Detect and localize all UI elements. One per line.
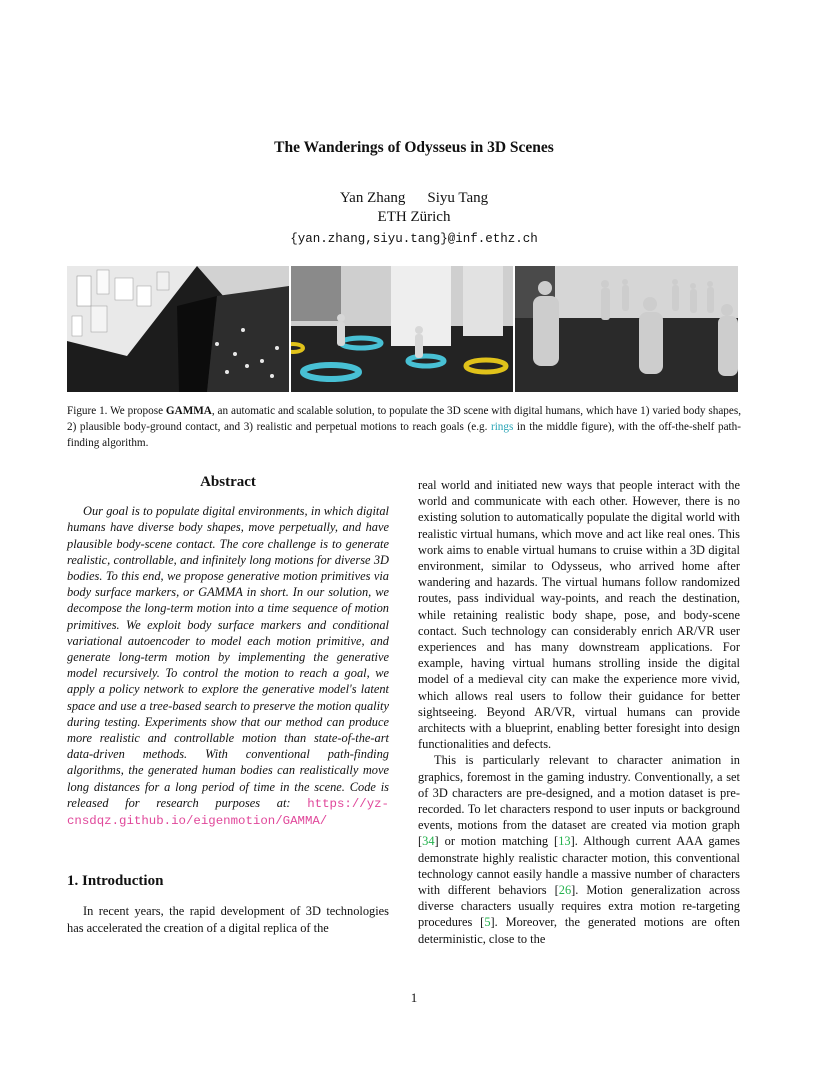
figure-caption: Figure 1. We propose GAMMA, an automatic and scalable solution, to populate the 3D scene with digital humans, which have 1) varied body shapes, 2) plausible body-ground contact, and 3) realistic and perpetual motions to reach goals (e.g. rings in the middle figure), with the off-the-shelf path-finding algorithm. [67, 405, 741, 449]
right-column [418, 477, 740, 947]
intro-paragraph: This is particularly relevant to character animation in graphics, foremost in the gaming industry. Conventionally, a set of 3D characters are pre-designed, and a motion dataset is pre-recorded. To let characters respond to user inputs or background events, motions from the dataset are created via motion graph [34] or motion matching [13]. Although current AAA games demonstrate highly realistic character motion, this conventional technology cannot easily handle a massive number of characters with different behaviors [26]. Motion generalization across diverse characters usually requires extra motion re-targeting procedures [5]. Moreover, the generated motions are often deterministic, close to the [418, 753, 740, 946]
abstract-text: Our goal is to populate digital environments, in which digital humans have diverse body shapes, move perpetually, and have plausible body-scene contact. The core challenge is to generate realistic, controllable, and infinitely long motions for diverse 3D bodies. To this end, we propose generative motion primitives via body surface markers, or GAMMA in short. In our solution, we decompose the long-term motion into a time sequence of motion primitives. We exploit body surface markers and conditional variational autoencoder to model each motion primitive, and generate long-term motion by implementing the generative model recursively. To control the motion to reach a goal, we apply a policy network to explore the generative model's latent space and use a tree-based search to preserve the motion quality during testing. Experiments show that our method can produce more realistic and controllable motion than state-of-the-art data-driven methods. With conventional path-finding algorithms, the generated human bodies can realistically move long distances for a long period of time in the scene. Code is released for research purposes at: https://yz-cnsdqz.github.io/eigenmotion/GAMMA/ [67, 504, 389, 829]
author-name: Siyu Tang [427, 190, 489, 206]
intro-heading: 1. Introduction [67, 873, 164, 890]
citation-link[interactable]: 13 [558, 834, 571, 849]
author-list [0, 190, 828, 207]
intro-paragraph: In recent years, the rapid development of 3D technologies has accelerated the creation of a digital replica of the [67, 904, 389, 935]
left-column [67, 474, 389, 936]
abstract-heading: Abstract [200, 474, 256, 490]
teaser-panel-crowd [515, 266, 738, 392]
teaser-panel-city [67, 266, 289, 392]
email-address: {yan.zhang,siyu.tang}@inf.ethz.ch [290, 232, 538, 246]
citation-link[interactable]: 34 [422, 834, 435, 849]
teaser-figure [67, 266, 738, 392]
teaser-panel-rings [291, 266, 513, 392]
code-url-link[interactable]: https://yz-cnsdqz.github.io/eigenmotion/GAMMA/ [67, 796, 389, 829]
author-name: Yan Zhang [339, 190, 406, 206]
citation-link[interactable]: 26 [558, 883, 572, 898]
affiliation: ETH Zürich [377, 209, 451, 225]
intro-paragraph-continued: real world and initiated new ways that people interact with the world and communicate with each other. However, there is no existing solution to automatically populate the digital world with realistic virtual humans, which move and act like real ones. This work aims to enable virtual humans to cruise within a 3D digital environment, similar to Odysseus, who arrived home after wandering and hazards. The virtual humans follow randomized routes, pass individual way-points, and reach the destination, while retaining realistic body shape, pose, and body-scene contact. Such technology can considerably enrich AR/VR user experiences and has many downstream applications. For example, having virtual humans strolling inside the digital model of a medieval city can make the experience more vivid, which allows real users to follow their guidance for better sightseeing. Beyond AR/VR, virtual humans can provide architects with a blueprint, enabling better foresight into design functionalities and defects. [418, 478, 740, 752]
page-number: 1 [410, 990, 418, 1005]
figure-link-rings[interactable]: rings [490, 421, 514, 433]
paper-title: The Wanderings of Odysseus in 3D Scenes [274, 139, 554, 156]
citation-link[interactable]: 5 [484, 915, 491, 930]
